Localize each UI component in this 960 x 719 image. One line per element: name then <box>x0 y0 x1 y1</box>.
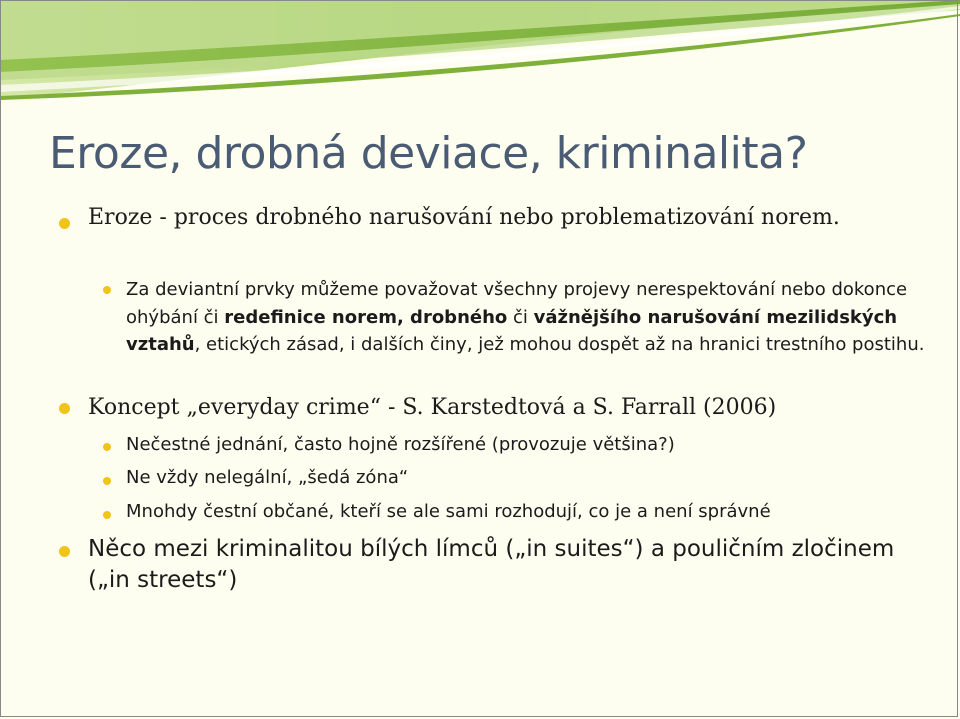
bullet-2-bold-1: redefinice norem, drobného <box>224 306 508 328</box>
bullet-2-bold-2: vážnějšího narušování mezilidských vztahů <box>126 306 898 356</box>
bullet-2-mid: či <box>507 306 534 328</box>
bullet-2-post: , etických zásad, i dalších činy, jež mohou dospět až na hranici trestního postihu. <box>194 334 925 356</box>
bullet-3: Koncept „everyday crime“ - S. Karstedtová a S. Farrall (2006) <box>88 395 777 420</box>
bullet-dot <box>59 218 70 229</box>
bullet-5: Ne vždy nelegální, „šedá zóna“ <box>126 467 409 488</box>
bullet-4: Nečestné jednání, často hojně rozšířené (provozuje většina?) <box>126 434 675 455</box>
bullet-1: Eroze - proces drobného narušování nebo problematizování norem. <box>88 205 840 230</box>
decorative-banner <box>0 0 960 110</box>
bullet-6: Mnohdy čestní občané, kteří se ale sami rozhodují, co je a není správné <box>126 501 771 522</box>
bullet-dot <box>59 546 70 557</box>
bullet-2 <box>126 276 936 359</box>
bullet-dot <box>103 286 111 294</box>
bullet-dot <box>103 443 111 451</box>
bullet-2-text: Za deviantní prvky můžeme považovat všechny projevy nerespektování nebo dokonce ohýbání či <box>126 279 908 328</box>
slide-title: Eroze, drobná deviace, kriminalita? <box>49 128 808 179</box>
bullet-dot <box>103 511 111 519</box>
bullet-dot <box>59 403 70 414</box>
bullet-7: Něco mezi kriminalitou bílých límců („in suites“) a pouličním zločinem („in streets“) <box>88 536 895 594</box>
bullet-dot <box>103 477 111 485</box>
